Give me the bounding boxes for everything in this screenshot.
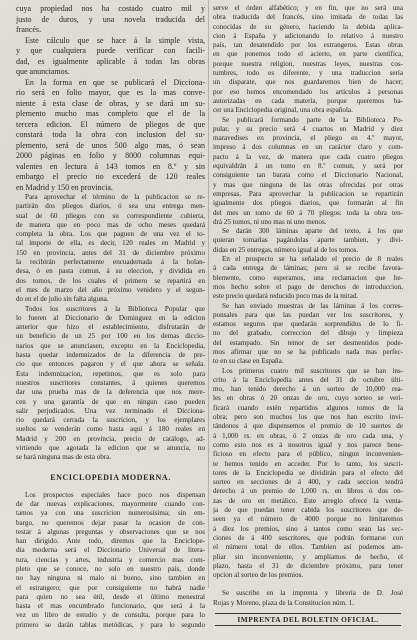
text-line: embargo el precio no excederá de 120 reales	[16, 172, 205, 181]
text-line: tercera edicion. El número de pliegos de que	[16, 119, 205, 129]
text-line: impreso á dos columnas en un carácter claro y com-	[213, 143, 403, 152]
paragraph	[16, 36, 205, 78]
text-line: que anunciamos.	[16, 67, 70, 76]
text-line: opcion al sorteo de los premios.	[213, 571, 304, 580]
text-line: equivaldrán á un tomo en 8.º comun, y será por	[213, 162, 403, 171]
text-line: como esto nos es á nosotros igual y nos parece bene-	[213, 440, 403, 449]
text-line: pacto á la vez, de manera que cada cuatro pliegos	[213, 152, 403, 161]
text-line: pular, y su precio será 4 cuartos en Madrid y diez	[213, 124, 403, 133]
text-line: valentes en lectura á 143 tomos en 8.º y sin	[16, 161, 205, 171]
text-line: un beneficio de un 25 por 100 en los demas diccio-	[16, 332, 205, 341]
column-divider	[208, 0, 209, 588]
paragraph	[213, 227, 403, 255]
text-line: por eso hemos encomendado los artículos á personas	[213, 87, 403, 96]
paragraph	[16, 78, 205, 194]
text-line: del estampado. Sin temor de ser desmentidos pode-	[213, 338, 403, 347]
text-line: porque nuestra religion, nuestras leyes, nuestras cos-	[213, 59, 403, 68]
text-line: hasta el mas encumbrado funcionario, que será á la	[16, 602, 205, 611]
text-line: y que cualquiera puede verificar con facili-	[16, 46, 205, 55]
text-line: plemento mucho mas completo que el de la	[16, 109, 205, 118]
text-line: un disparate, que nos guardaremos bien de hacer;	[213, 78, 403, 87]
text-line: narios que se anunciasen, excepto en la Enciclopedia,	[16, 341, 205, 350]
text-line: tamos ya con una suscricion numerosísima; sin em-	[16, 509, 205, 518]
text-line: sueltos se venderán como hasta aquí á 180 reales en	[16, 425, 205, 434]
text-line: Se han enviado muestras de las láminas á los corres-	[222, 301, 403, 310]
text-line: lo fueren al Diccionario de Dominguez en la edicion	[16, 313, 205, 322]
text-line: de manera que en poco mas de ocho meses quedará	[16, 220, 205, 229]
text-line: mos hecho sobre el pago de derechos de introduccion,	[213, 282, 403, 291]
left-column	[16, 4, 205, 636]
text-line: virtiendo que agotada la edicion que se anuncia, no	[16, 444, 205, 453]
text-line: ciones de á 400 suscritores, que podrán formarse con	[213, 533, 403, 542]
text-line: de dar nuevas explicaciones, mayormente cuando con-	[16, 499, 205, 508]
text-line: blemente, como esperamos, una reclamacion que he-	[213, 273, 403, 282]
text-line: Los prospectos especiales hace poco nos dispensan	[25, 490, 205, 499]
text-line: Rojas y Moreno, plaza de la Constitucion núm. 1.	[213, 598, 354, 607]
text-line: partirán dos pliegos diarios, ó sea una entrega men-	[16, 202, 205, 211]
text-line: hasta quedar indemnizados de la diferencia de pre-	[16, 351, 205, 360]
text-line: 150 en provincia, antes del 31 de diciembre próximo	[16, 248, 205, 257]
text-line: anterior que hizo el establecimiento, disfrutarán de	[16, 323, 205, 332]
text-line: quieran tomarlas pagándolas aparte tambien, y divi-	[213, 236, 403, 245]
text-line: Este cálculo que se hace á la simple vista,	[25, 35, 205, 45]
text-line: Esta indemnizacion, repetimos, que es solo para	[16, 369, 205, 378]
text-line: Todos los suscritores á la Biblioteca Popular que	[25, 304, 205, 313]
text-line: la recibirán perfectamente encuadernada á la holan-	[16, 258, 205, 267]
text-line: se hará ninguna mas de esta obra.	[16, 453, 112, 462]
text-line: justo de duros, y una novela traducida del	[16, 14, 205, 24]
paragraph	[16, 193, 205, 305]
paragraph	[16, 491, 205, 630]
text-line: Se suscribe en la imprenta y librería de D. José	[222, 589, 403, 598]
text-line: estamos seguros que quedarán sorprendidos de lo fi-	[213, 320, 403, 329]
paragraph	[16, 4, 205, 36]
paragraph	[16, 305, 205, 463]
text-line: francés.	[16, 25, 42, 34]
text-line: rio será en folio mayor, que es la mas conve-	[16, 88, 205, 97]
text-line: dos tomos, de los cuales el primero se repartirá en	[16, 276, 205, 285]
text-line: tumbres, todo es diferente, y una traduccion sería	[213, 69, 403, 78]
text-line: En la forma en que se publicará el Dicciona-	[25, 77, 205, 87]
subscription-notice	[213, 589, 403, 608]
text-line: igualmente dos pliegos diarios, que formarán al fin	[213, 199, 403, 208]
text-line: mo, han tenido derecho á un sorteo de 10,000 rea-	[213, 385, 403, 394]
text-line: bargo, no queremos dejar pasar la ocasion de con-	[16, 518, 205, 527]
text-line: serve el órden alfabético; y en fin, que no será una	[213, 4, 403, 12]
text-line: este precio quedará reducido poco mas de la mitad.	[213, 292, 359, 301]
text-line: ponsales para que las puedan ver los suscritores, y	[213, 310, 403, 319]
text-line: han dirigido. Ante todo, diremos que la Enciclope-	[16, 537, 205, 546]
text-line: sorteo en secciones de á 400, y cada seccion tendrá	[213, 478, 403, 487]
text-line: en Madrid y 150 en provincia.	[16, 182, 113, 192]
left-column-lower-text	[16, 491, 205, 630]
text-line: derecho á un premio de 1,000 rs. en libros ó dos on-	[213, 487, 403, 496]
text-line: ficioso en efecto para el público, ningun inconvenien-	[213, 450, 403, 459]
text-line: En el prospecto se ha señalado el precio de 8 reales	[222, 255, 403, 264]
text-line: cion á España y adicionando lo relativo á nuestro	[213, 31, 403, 40]
text-line: seen ya el número de 4000 porque no limitaremos	[213, 515, 403, 524]
paragraph	[213, 116, 403, 228]
left-column-upper-text	[16, 4, 205, 463]
text-line: tores de la Enciclopedia se dividirán para el efecto del	[213, 468, 403, 477]
text-line: y mas que ninguna de las otras ofrecidas por otras	[213, 180, 403, 189]
text-line: Madrid y 200 en provincia, precio de catálogo, ad-	[16, 434, 205, 443]
text-line: pliar sin inconveniente, y ampliamos de hecho, el	[213, 552, 403, 561]
text-line: tándonos á que dispensemos el premio de 10 suertes de	[213, 422, 403, 431]
text-line: cuya propiedad nos ha costado cuatro mil y	[16, 4, 205, 13]
paragraph	[213, 4, 403, 116]
text-line: dad, es igualmente aplicable á todas las obras	[16, 56, 205, 66]
text-line: crito á la Enciclopedia antes del 31 de octubre últi-	[213, 375, 403, 384]
text-line: Se publicará formando parte de la Biblioteca Po-	[222, 115, 403, 124]
text-line: Se darán 300 láminas aparte del texto, á los que	[222, 227, 403, 236]
text-line: sual de 60 pliegos con su correspondiente cubierta,	[16, 211, 205, 220]
text-line: te hemos tenido en acceder. Por lo tanto, los suscri-	[213, 459, 403, 468]
text-line: país, tan desatendido por los estrangeros. Estas obras	[213, 41, 403, 50]
text-line: obra; pero son muchos los que nos han escrito invi-	[213, 413, 403, 422]
text-line: Para aprovechar el término de la publicacion se re-	[25, 193, 205, 201]
text-line: consiguiente tan barata como el Diccionario Nacional,	[213, 171, 403, 180]
text-line: maravedises en provincia, el pliego en 4.º mayor,	[213, 134, 403, 143]
text-line: en que ponemos todo el acierto, en parte científica,	[213, 50, 403, 59]
text-line: no hay ninguna ni malo ni bueno, sino tambien en	[16, 574, 205, 583]
text-line: didas en 25 entregas, número igual al de los tomos.	[213, 245, 359, 254]
text-line: rio quedará cerrada la suscricion, y los ejemplares	[16, 416, 205, 425]
text-line: dia moderna será el Diccionario Universal de litera-	[16, 546, 205, 555]
text-line: testar á algunas preguntas y observaciones que se nos	[16, 527, 205, 536]
imprint-rule-bottom	[215, 625, 401, 626]
text-line: zas de oro en metálico. Este arreglo ofrece la venta-	[213, 496, 403, 505]
text-line: Los primeros cuatro mil suscritores que se han ins-	[222, 366, 403, 375]
text-line: del mes un tomo de 60 á 70 pliegos: toda la obra ten-	[213, 208, 403, 217]
text-line: les en obras ó 20 onzas de oro, cuyo sorteo se veri-	[213, 394, 403, 403]
text-line: empresas. Para aprovechar la publicacion se repartirán	[213, 189, 403, 198]
text-line: completa la obra. Los que paguen de una vez el to-	[16, 230, 205, 239]
text-line: do en el de julio sin falta alguna.	[16, 295, 109, 304]
text-line: plazo, hasta el 31 de diciembre próximo, para tener	[213, 561, 403, 570]
text-line: niente á esta clase de obras, y se dará un su-	[16, 98, 205, 108]
text-line: plemento, será de unos 500 algo mas, ó sean	[16, 140, 205, 150]
text-line: no del grabado, correccion del dibujo y limpieza	[213, 329, 403, 338]
text-line: cen y una garantía de que en ningun caso pueden	[16, 397, 205, 406]
text-line: autorizadas en cada materia, porque queremos ha-	[213, 96, 403, 105]
section-heading: ENCICLOPEDIA MODERNA.	[50, 472, 171, 482]
text-line: obra traducida del francés, sino imitada de todas las	[213, 13, 403, 22]
text-line: constará toda la obra con inclusion del su-	[16, 130, 205, 139]
text-line: á diez los premios, sino á tantos como sean las sec-	[213, 524, 403, 533]
text-line: conocidas de su género, haciendo la debida aplica-	[213, 22, 403, 31]
text-line: salir perjudicados. Una vez terminado el Dicciona-	[16, 406, 205, 415]
printer-imprint: IMPRENTA DEL BOLETIN OFICIAL.	[237, 615, 379, 624]
text-line: á 1,000 rs. en obras, ó 2 onzas de oro cada una, y	[213, 431, 403, 440]
text-line: desa, ó en pasta comun, á su eleccion, y dividida en	[16, 267, 205, 276]
paragraph	[213, 367, 403, 581]
text-line: primero se darán tablas metódicas, y para lo segundo	[16, 620, 205, 629]
text-line: el mes de marzo del año próximo venidero y el segun-	[16, 285, 205, 294]
paragraph	[213, 589, 403, 608]
text-line: vez un libro de estudio y de consulta, porque para lo	[16, 611, 205, 620]
text-line: cio que entonces pagaron y el que ahora se señala.	[16, 360, 205, 369]
text-line: to en su clase en España.	[213, 357, 284, 366]
text-line: nuestros suscritores constantes, á quienes queremos	[16, 378, 205, 387]
text-line: el estrangero; que por consiguiente no habrá nadie	[16, 583, 205, 592]
text-line: ficará cuando estén repartidos algunos tomos de la	[213, 403, 403, 412]
text-line: mos afirmar que no se ha publicado nada mas perfec-	[213, 347, 403, 356]
text-line: cer una Enciclopedia original, una obra española.	[213, 106, 353, 115]
text-line: para quien no sea útil, desde el último menestral	[16, 592, 205, 601]
text-line: drá 25 tomos, ni uno mas ni uno menos.	[213, 217, 327, 226]
text-line: tura, ciencias y artes, industria y comercio mas com-	[16, 555, 205, 564]
right-column	[213, 4, 403, 636]
paragraph	[213, 255, 403, 301]
text-line: el número total de ellos. Tambien así podemos am-	[213, 543, 403, 552]
text-line: dar una prueba mas de la deferencia que nos mere-	[16, 388, 205, 397]
paragraph	[213, 302, 403, 367]
text-line: á cada entrega de láminas; pero si se recibe favora-	[213, 264, 403, 273]
text-line: 2000 páginas en folio y 8000 columnas equi-	[16, 151, 205, 160]
text-line: pleto que se conoce, no solo en nuestro país, donde	[16, 564, 205, 573]
text-line: ja de que puedan tener cabida los suscritores que de-	[213, 506, 403, 515]
text-line: tal importe de ella, es decir, 120 reales en Madrid y	[16, 239, 205, 248]
right-column-text	[213, 4, 403, 580]
